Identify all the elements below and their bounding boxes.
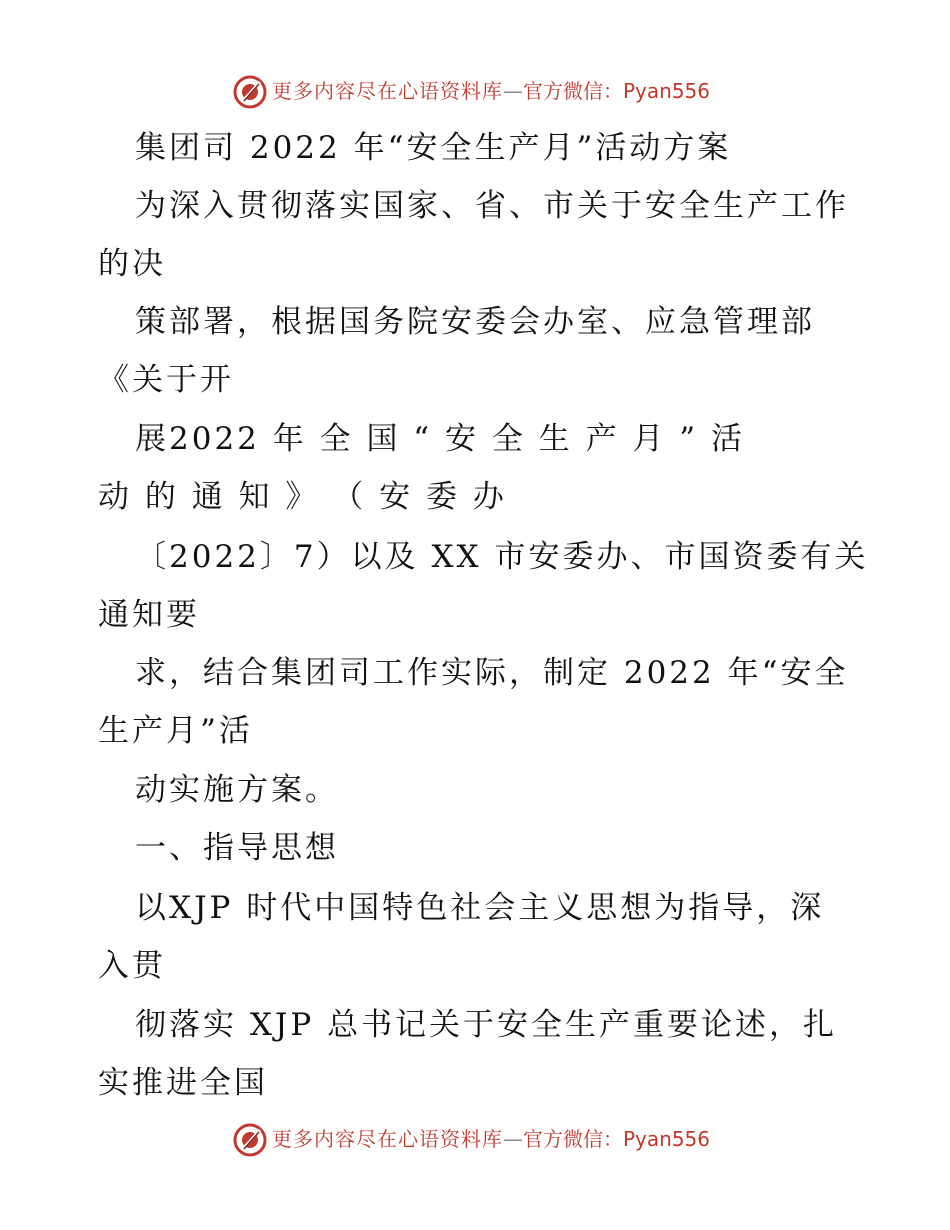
paragraph-line: 动 的 通 知 》 （ 安 委 办 bbox=[98, 479, 507, 515]
paragraph-line: 生产月”活 bbox=[98, 713, 253, 749]
paragraph-line: 展2022 年 全 国 “ 安 全 生 产 月 ” 活 bbox=[135, 421, 745, 457]
watermark-text bbox=[272, 77, 710, 105]
watermark-contact: 官方微信：Pyan556 bbox=[523, 79, 711, 103]
watermark-separator: — bbox=[503, 1127, 523, 1151]
watermark-text bbox=[272, 1125, 710, 1153]
header-watermark-banner bbox=[0, 72, 950, 112]
paragraph-line: 求，结合集团司工作实际，制定 2022 年“安全 bbox=[135, 655, 849, 691]
paragraph-line: 为深入贯彻落实国家、省、市关于安全生产工作 bbox=[135, 188, 849, 224]
watermark-brand: 更多内容尽在心语资料库 bbox=[272, 79, 503, 103]
paragraph-line: 入贯 bbox=[98, 948, 166, 984]
paragraph-line: 〔2022〕7）以及 XX 市安委办、市国资委有关 bbox=[135, 539, 869, 575]
paragraph-line: 策部署，根据国务院安委会办室、应急管理部 bbox=[135, 304, 815, 340]
paragraph-line: 《关于开 bbox=[98, 362, 234, 398]
section-heading: 一、指导思想 bbox=[135, 830, 339, 866]
doc-title: 集团司 2022 年“安全生产月”活动方案 bbox=[135, 130, 732, 166]
paragraph-line: 通知要 bbox=[98, 597, 200, 633]
brand-logo-icon bbox=[232, 1122, 268, 1158]
paragraph-line: 动实施方案。 bbox=[135, 772, 339, 808]
paragraph-line: 彻落实 XJP 总书记关于安全生产重要论述，扎 bbox=[135, 1007, 838, 1043]
paragraph-line: 的决 bbox=[98, 246, 166, 282]
watermark-brand: 更多内容尽在心语资料库 bbox=[272, 1127, 503, 1151]
watermark-contact: 官方微信：Pyan556 bbox=[523, 1127, 711, 1151]
brand-logo-icon bbox=[232, 74, 268, 110]
paragraph-line: 实推进全国 bbox=[98, 1065, 268, 1101]
watermark-separator: — bbox=[503, 79, 523, 103]
paragraph-line: 以XJP 时代中国特色社会主义思想为指导，深 bbox=[135, 890, 825, 926]
footer-watermark-banner bbox=[0, 1120, 950, 1160]
